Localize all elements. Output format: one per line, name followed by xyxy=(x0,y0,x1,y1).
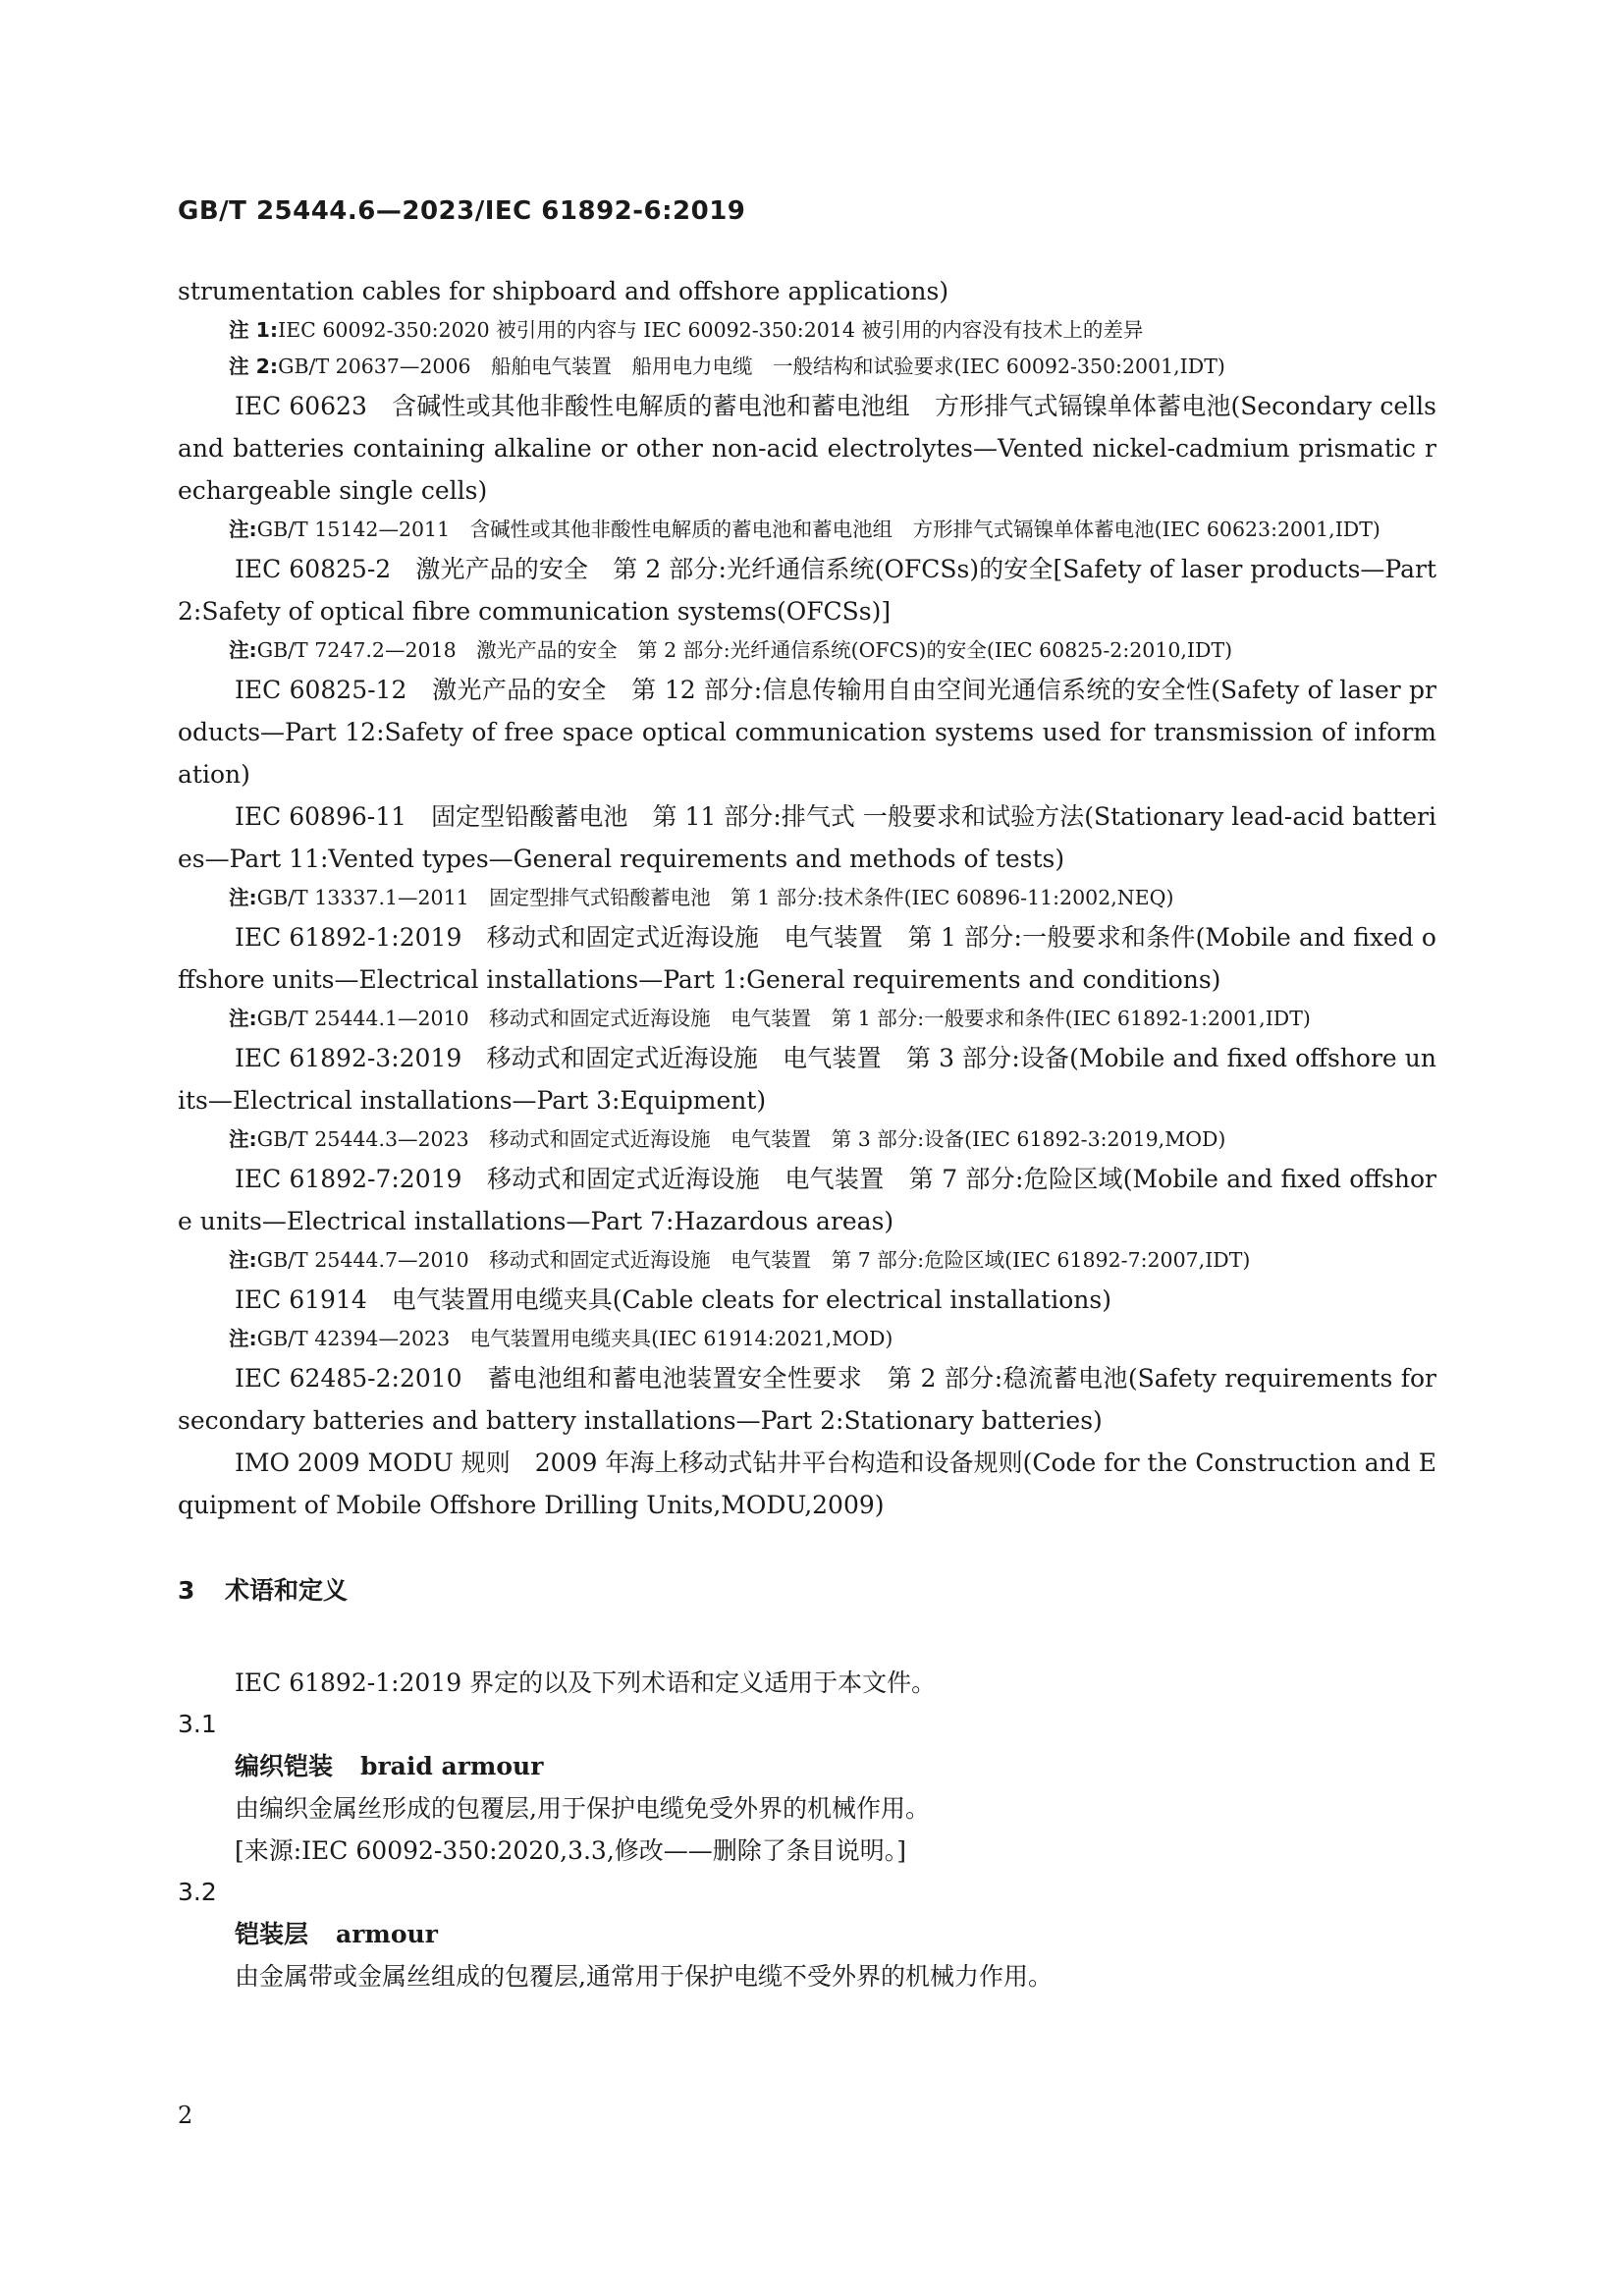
reference-note xyxy=(178,349,1436,385)
section-number: 3 xyxy=(178,1576,195,1605)
reference-entry: IMO 2009 MODU 规则 2009 年海上移动式钻井平台构造和设备规则(Code for the Construction and Equipment of Mobile Offshore Drilling Units,MODU,2009) xyxy=(178,1449,1436,1519)
term-zh: 铠装层 xyxy=(235,1920,309,1948)
note-text: GB/T 25444.7—2010 移动式和固定式近海设施 电气装置 第 7 部分:危险区域(IEC 61892-7:2007,IDT) xyxy=(256,1248,1251,1272)
term-entry xyxy=(178,1872,1436,1997)
note-text: IEC 60092-350:2020 被引用的内容与 IEC 60092-350:2014 被引用的内容没有技术上的差异 xyxy=(278,318,1144,342)
reference-entry: IEC 61914 电气装置用电缆夹具(Cable cleats for electrical installations) xyxy=(235,1285,1111,1314)
term-definition: 由金属带或金属丝组成的包覆层,通常用于保护电缆不受外界的机械力作用。 xyxy=(235,1962,1053,1991)
reference-note xyxy=(178,1242,1436,1279)
reference-note xyxy=(178,512,1436,548)
normative-references-list xyxy=(178,270,1436,1526)
term-source: [来源:IEC 60092-350:2020,3.3,修改——删除了条目说明。] xyxy=(235,1836,907,1865)
note-text: GB/T 20637—2006 船舶电气装置 船用电力电缆 一般结构和试验要求(IEC 60092-350:2001,IDT) xyxy=(278,355,1225,378)
reference-continuation: strumentation cables for shipboard and offshore applications) xyxy=(178,277,949,305)
note-label: 注: xyxy=(229,1007,257,1030)
note-label: 注: xyxy=(229,1248,257,1272)
reference-entry: IEC 60896-11 固定型铅酸蓄电池 第 11 部分:排气式 一般要求和试验方法(Stationary lead-acid batteries—Part 11:Vented types—General requirements and methods of tests) xyxy=(178,802,1436,873)
note-label: 注: xyxy=(229,1327,257,1350)
reference-entry: IEC 61892-3:2019 移动式和固定式近海设施 电气装置 第 3 部分:设备(Mobile and fixed offshore units—Electrical installations—Part 3:Equipment) xyxy=(178,1044,1436,1115)
note-text: GB/T 15142—2011 含碱性或其他非酸性电解质的蓄电池和蓄电池组 方形排气式镉镍单体蓄电池(IEC 60623:2001,IDT) xyxy=(256,518,1380,541)
term-zh: 编织铠装 xyxy=(235,1752,334,1780)
reference-note xyxy=(178,1321,1436,1357)
note-label: 注 1: xyxy=(229,318,279,342)
section-3-heading xyxy=(178,1571,1436,1611)
reference-entry: IEC 60825-12 激光产品的安全 第 12 部分:信息传输用自由空间光通信系统的安全性(Safety of laser products—Part 12:Safety of free space optical communication systems used for transmission of information) xyxy=(178,676,1436,789)
term-number: 3.2 xyxy=(178,1878,217,1906)
document-body xyxy=(178,270,1436,1997)
reference-note xyxy=(178,880,1436,916)
term-en: braid armour xyxy=(360,1752,544,1780)
note-text: GB/T 7247.2—2018 激光产品的安全 第 2 部分:光纤通信系统(OFCS)的安全(IEC 60825-2:2010,IDT) xyxy=(256,638,1233,662)
reference-note xyxy=(178,632,1436,669)
term-en: armour xyxy=(336,1920,438,1948)
section-3-intro: IEC 61892-1:2019 界定的以及下列术语和定义适用于本文件。 xyxy=(235,1668,937,1697)
note-label: 注: xyxy=(229,518,257,541)
note-label: 注: xyxy=(229,638,257,662)
reference-entry: IEC 62485-2:2010 蓄电池组和蓄电池装置安全性要求 第 2 部分:稳流蓄电池(Safety requirements for secondary batteries and battery installations—Part 2:Stationary batteries) xyxy=(178,1364,1436,1435)
note-label: 注: xyxy=(229,886,257,909)
reference-note xyxy=(178,1121,1436,1158)
term-heading xyxy=(235,1913,1436,1955)
reference-note xyxy=(178,1001,1436,1037)
note-text: GB/T 25444.1—2010 移动式和固定式近海设施 电气装置 第 1 部分:一般要求和条件(IEC 61892-1:2001,IDT) xyxy=(256,1007,1311,1030)
reference-entry: IEC 60825-2 激光产品的安全 第 2 部分:光纤通信系统(OFCSs)的安全[Safety of laser products—Part 2:Safety of optical fibre communication systems(OFCSs)] xyxy=(178,555,1436,626)
term-heading xyxy=(235,1745,1436,1787)
section-title: 术语和定义 xyxy=(225,1576,349,1605)
term-entry xyxy=(178,1704,1436,1872)
note-label: 注: xyxy=(229,1127,257,1151)
reference-entry: IEC 60623 含碱性或其他非酸性电解质的蓄电池和蓄电池组 方形排气式镉镍单体蓄电池(Secondary cells and batteries containing alkaline or other non-acid electrolytes—Vented nickel-cadmium prismatic rechargeable single cells) xyxy=(178,392,1436,505)
page-number: 2 xyxy=(178,2102,193,2129)
note-text: GB/T 42394—2023 电气装置用电缆夹具(IEC 61914:2021,MOD) xyxy=(256,1327,893,1350)
reference-entry: IEC 61892-1:2019 移动式和固定式近海设施 电气装置 第 1 部分:一般要求和条件(Mobile and fixed offshore units—Electrical installations—Part 1:General requirements and conditions) xyxy=(178,923,1436,994)
reference-entry: IEC 61892-7:2019 移动式和固定式近海设施 电气装置 第 7 部分:危险区域(Mobile and fixed offshore units—Electrical installations—Part 7:Hazardous areas) xyxy=(178,1165,1436,1235)
standard-number-header: GB/T 25444.6—2023/IEC 61892-6:2019 xyxy=(178,196,746,226)
term-number: 3.1 xyxy=(178,1710,217,1738)
note-label: 注 2: xyxy=(229,355,279,378)
note-text: GB/T 25444.3—2023 移动式和固定式近海设施 电气装置 第 3 部分:设备(IEC 61892-3:2019,MOD) xyxy=(256,1127,1226,1151)
reference-note xyxy=(178,312,1436,349)
term-definition: 由编织金属丝形成的包覆层,用于保护电缆免受外界的机械作用。 xyxy=(235,1794,930,1823)
note-text: GB/T 13337.1—2011 固定型排气式铅酸蓄电池 第 1 部分:技术条件(IEC 60896-11:2002,NEQ) xyxy=(256,886,1174,909)
